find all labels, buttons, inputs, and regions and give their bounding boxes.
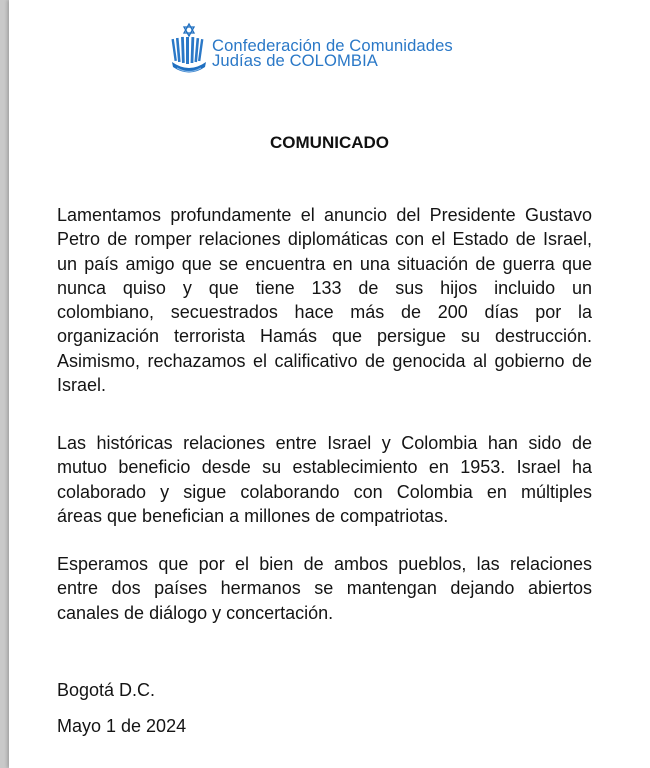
paragraph-line: entre dos países hermanos se mantengan dejando abiertos bbox=[57, 578, 592, 599]
paragraph-line: Petro de romper relaciones diplomáticas con el Estado de Israel, bbox=[57, 229, 592, 250]
paragraph-line: canales de diálogo y concertación. bbox=[57, 602, 334, 623]
star-of-david-menorah-logo-icon bbox=[169, 22, 209, 78]
organization-name bbox=[212, 38, 453, 68]
paragraph-line: Las históricas relaciones entre Israel y Colombia han sido de bbox=[57, 433, 592, 453]
paragraph-line: Israel. bbox=[57, 375, 107, 396]
paragraph-line: organización terrorista Hamás que persigue su destrucción. bbox=[57, 326, 592, 347]
paragraph-2 bbox=[57, 431, 592, 528]
document-page bbox=[9, 0, 650, 768]
paragraph-line: áreas que benefician a millones de compatriotas. bbox=[57, 505, 449, 526]
paragraph-line: nunca quiso y que tiene 133 de sus hijos incluido un bbox=[57, 277, 592, 298]
paragraph-line: Lamentamos profundamente el anuncio del Presidente Gustavo bbox=[57, 205, 592, 225]
organization-logo bbox=[169, 22, 499, 78]
paragraph-line: Esperamos que por el bien de ambos pueblos, las relaciones bbox=[57, 554, 592, 574]
paragraph-line: mutuo beneficio desde su establecimiento en 1953. Israel ha bbox=[57, 457, 592, 478]
paragraph-line: un país amigo que se encuentra en una situación de guerra que bbox=[57, 253, 592, 274]
organization-name-line1: Confederación de Comunidades bbox=[212, 36, 453, 55]
paragraph-1 bbox=[57, 203, 592, 397]
paragraph-line: colombiano, secuestrados hace más de 200 días por la bbox=[57, 302, 592, 323]
organization-name-line2: Judías de COLOMBIA bbox=[212, 51, 378, 70]
paragraph-3 bbox=[57, 552, 592, 625]
paragraph-line: colaborado y sigue colaborando con Colombia en múltiples bbox=[57, 481, 592, 502]
paragraph-line: Asimismo, rechazamos el calificativo de genocida al gobierno de bbox=[57, 350, 592, 371]
date-text: Mayo 1 de 2024 bbox=[57, 716, 187, 736]
document-title: COMUNICADO bbox=[270, 133, 389, 152]
place-text: Bogotá D.C. bbox=[57, 680, 156, 700]
